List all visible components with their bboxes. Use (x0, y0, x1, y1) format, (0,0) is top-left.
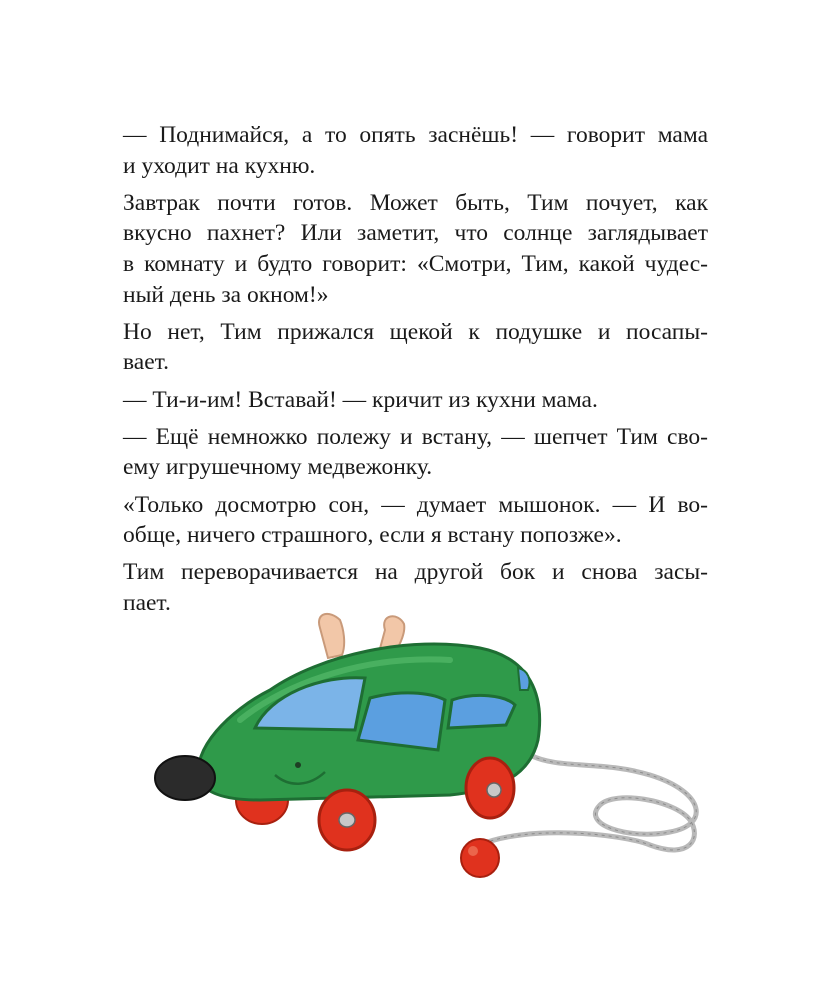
text-line: и уходит на кухню. (123, 152, 316, 179)
paragraph-1 (123, 120, 708, 181)
paragraph-6 (123, 490, 708, 551)
text-line: — Поднимайся, а то опять заснёшь! — говорит мама (123, 122, 708, 148)
text-line: «Только досмотрю сон, — думает мышонок. — И во- (123, 491, 708, 518)
text-line: в комнату и будто говорит: «Смотри, Тим, какой чудес- (123, 250, 708, 277)
text-line: ему игрушечному медвежонку. (123, 454, 433, 481)
text-line: вкусно пахнет? Или заметит, что солнце заглядывает (123, 220, 708, 247)
text-line: обще, ничего страшного, если я встану попозже». (123, 522, 622, 549)
window-middle (358, 693, 445, 750)
toy-nose (155, 756, 215, 800)
toy-mouse-car-image (130, 600, 730, 930)
paragraph-3 (123, 317, 708, 378)
text-line: — Ещё немножко полежу и встану, — шепчет Тим сво- (123, 423, 708, 450)
text-line: Тим переворачивается на другой бок и снова засы- (123, 559, 708, 586)
text-line: пает. (123, 589, 171, 616)
ear-left (319, 614, 344, 658)
toy-eye (295, 762, 301, 768)
text-line: ный день за окном!» (123, 281, 329, 308)
paragraph-2 (123, 188, 708, 310)
toy-mouse-illustration (130, 600, 730, 930)
text-line: — Ти-и-им! Вставай! — кричит из кухни мама. (123, 386, 598, 413)
paragraph-5 (123, 422, 708, 483)
text-line: вает. (123, 349, 170, 376)
text-line: Но нет, Тим прижался щекой к подушке и посапы- (123, 318, 708, 345)
paragraph-4 (123, 385, 708, 416)
story-text (123, 120, 708, 618)
text-line: Завтрак почти готов. Может быть, Тим почует, как (123, 189, 708, 216)
window-rear-tip (518, 668, 530, 690)
pull-ball (461, 839, 499, 877)
window-back (448, 695, 515, 728)
